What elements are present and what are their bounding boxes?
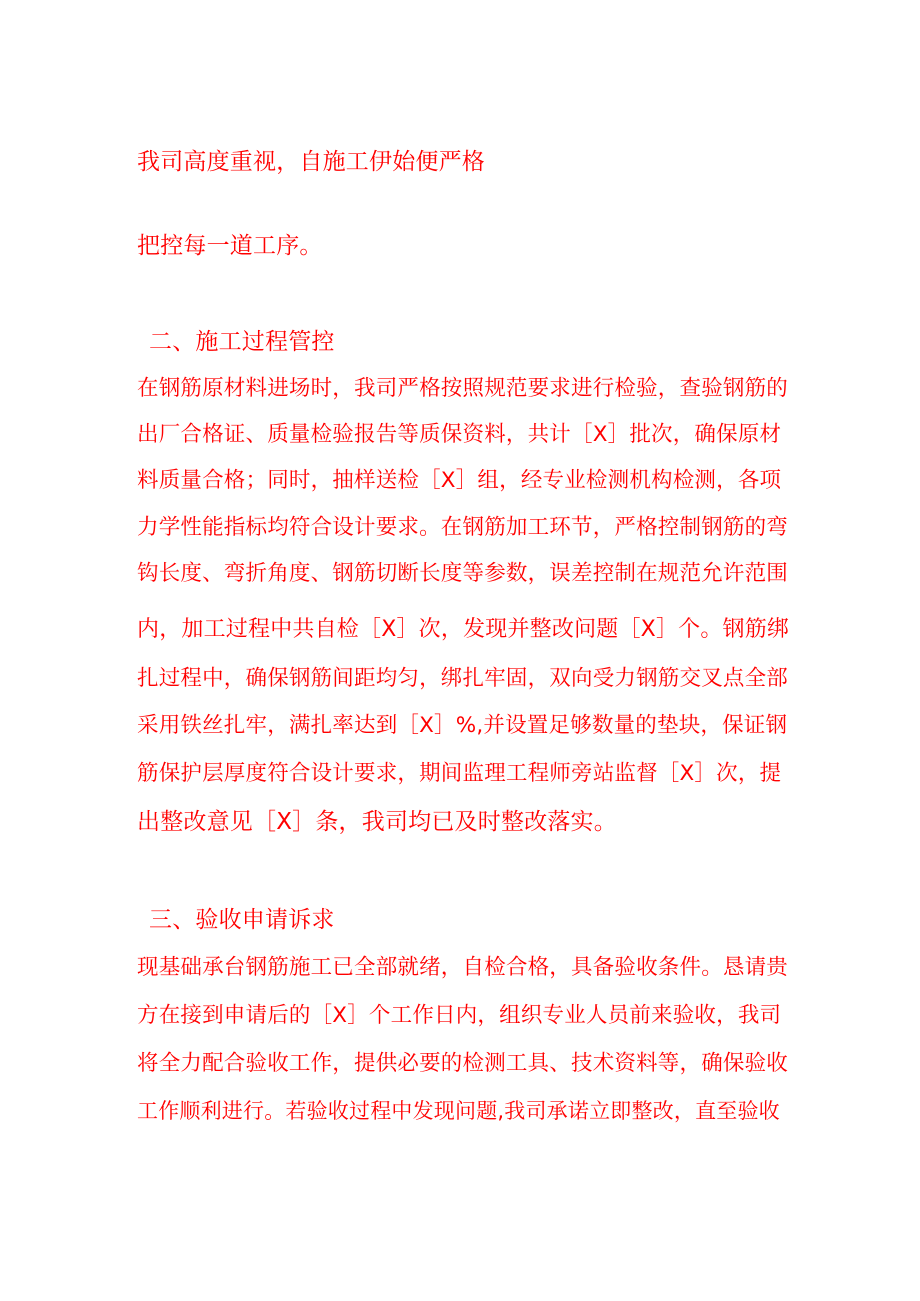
section-3-line: 将全力配合验收工作，提供必要的检测工具、技术资料等，确保验收 <box>137 1051 789 1076</box>
section-2-line: 料质量合格；同时，抽样送检［X］组，经专业检测机构检测，各项 <box>137 468 782 493</box>
section-2-line: 在钢筋原材料进场时，我司严格按照规范要求进行检验，查验钢筋的 <box>137 376 789 401</box>
section-2-line: 采用铁丝扎牢，满扎率达到［X］%,并设置足够数量的垫块，保证钢 <box>137 713 788 738</box>
section-2-line: 筋保护层厚度符合设计要求，期间监理工程师旁站监督［X］次，提 <box>137 761 782 786</box>
section-3-heading: 三、验收申请诉求 <box>149 907 335 933</box>
section-2-line: 力学性能指标均符合设计要求。在钢筋加工环节，严格控制钢筋的弯 <box>137 515 789 540</box>
intro-line-2: 把控每一道工序。 <box>137 233 323 259</box>
section-2-line: 钩长度、弯折角度、钢筋切断长度等参数，误差控制在规范允许范围 <box>137 561 789 586</box>
section-2-line: 扎过程中，确保钢筋间距均匀，绑扎牢固，双向受力钢筋交叉点全部 <box>137 666 789 691</box>
section-3-line: 方在接到申请后的［X］个工作日内，组织专业人员前来验收，我司 <box>137 1003 782 1028</box>
section-3-line: 现基础承台钢筋施工已全部就绪，自检合格，具备验收条件。恳请贵 <box>137 955 789 980</box>
section-2-line: 内，加工过程中共自检［X］次，发现并整改问题［X］个。钢筋绑 <box>137 617 790 642</box>
section-2-line: 出厂合格证、质量检验报告等质保资料，共计［X］批次，确保原材 <box>137 422 782 447</box>
section-2-line: 出整改意见［X］条，我司均已及时整改落实。 <box>137 809 617 835</box>
section-3-line: 工作顺利进行。若验收过程中发现问题,我司承诺立即整改，直至验收 <box>137 1099 780 1123</box>
intro-line-1: 我司高度重视，自施工伊始便严格 <box>137 149 485 175</box>
section-2-heading: 二、施工过程管控 <box>149 329 335 355</box>
